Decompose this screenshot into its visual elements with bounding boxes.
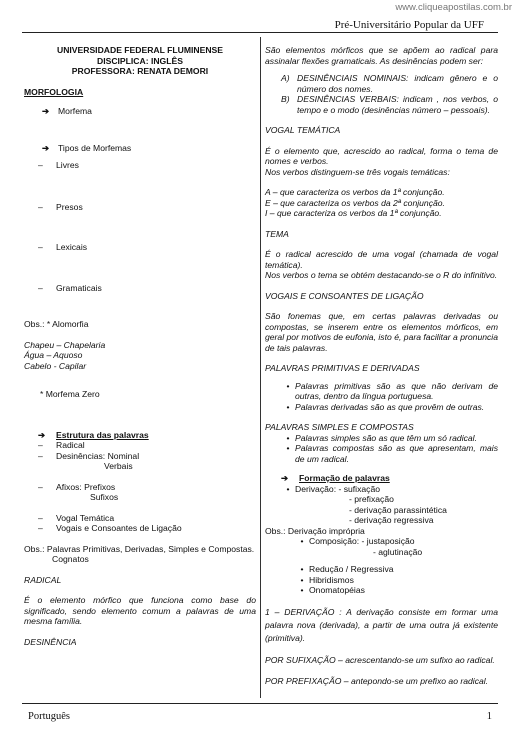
list-item-hibridismos xyxy=(265,575,498,586)
example-2: Água – Aquoso xyxy=(24,350,83,360)
list-item-a xyxy=(265,73,498,94)
list-label: B) xyxy=(281,94,290,104)
bullet-glyph: • xyxy=(300,564,304,574)
radical-text: É o elemento mórfico que funciona como base do significado, sendo elemento comum a palavras de uma mesma família. xyxy=(24,595,256,626)
footer-rule xyxy=(22,703,498,704)
bullet-glyph: • xyxy=(286,401,290,412)
header-rule xyxy=(22,32,498,33)
list-item-desinencias xyxy=(24,451,256,462)
list-item-sc-1 xyxy=(265,433,498,444)
prefixacao-definition: POR PREFIXAÇÃO – antepondo-se um prefixo ao radical. xyxy=(265,675,489,686)
obs-derivacao: Obs.: Derivação imprópria xyxy=(265,525,365,536)
derivacao-definition: 1 – DERIVAÇÃO : A derivação consiste em formar uma palavra nova (derivada), a partir de uma outra já existente (primitiva). xyxy=(265,606,498,643)
section-title-desinencia: DESINÊNCIA xyxy=(24,636,77,647)
arrow-icon: ➔ xyxy=(42,106,50,116)
conj-e: E – que caracteriza os verbos da 2ª conjunção. xyxy=(265,197,445,208)
list-item-pd-2 xyxy=(265,402,498,413)
morfema-zero: * Morfema Zero xyxy=(40,389,100,399)
item-label: Radical xyxy=(56,440,85,450)
list-item-onomatopeias xyxy=(265,585,498,596)
dash-glyph: – xyxy=(38,282,43,293)
item-label: Gramaticais xyxy=(56,282,102,293)
item-label: Desinências: Nominal xyxy=(56,450,140,461)
bullet-glyph: • xyxy=(300,536,304,546)
sufixacao-definition: POR SUFIXAÇÃO – acrescentando-se um sufixo ao radical. xyxy=(265,654,495,665)
composicao-aglutinacao: - aglutinação xyxy=(373,546,423,557)
tema-text-2: Nos verbos o tema se obtém destacando-se o R do infinitivo. xyxy=(265,270,498,280)
list-item-livres xyxy=(24,160,256,171)
arrow-icon: ➔ xyxy=(281,473,289,483)
item-label: Presos xyxy=(56,201,83,212)
section-title-sc: PALAVRAS SIMPLES E COMPOSTAS xyxy=(265,422,414,432)
obs-alomorfia: Obs.: * Alomorfia xyxy=(24,319,89,329)
column-divider xyxy=(260,37,261,698)
list-item-sc-2 xyxy=(265,443,498,464)
watermark-text: www.cliqueapostilas.com.br xyxy=(395,2,512,13)
list-text: Palavras primitivas são as que não derivam de outras, dentro da língua portuguesa. xyxy=(295,380,498,401)
list-item-presos xyxy=(24,202,256,213)
conj-i: I – que caracteriza os verbos da 1ª conjunção. xyxy=(265,208,442,218)
list-item-b xyxy=(265,94,498,115)
derivacao-regressiva: - derivação regressiva xyxy=(349,515,434,525)
institution-name: UNIVERSIDADE FEDERAL FLUMINENSE xyxy=(56,45,223,55)
list-item-pd-1 xyxy=(265,381,498,402)
item-label: Redução / Regressiva xyxy=(309,564,394,574)
discipline-line: DISCIPLICA: INGLÊS xyxy=(97,55,183,66)
tema-text: É o radical acrescido de uma vogal (chamada de vogal temática). xyxy=(265,249,498,270)
vogal-text: É o elemento que, acrescido ao radical, forma o tema de nomes e verbos. xyxy=(265,145,498,166)
list-text: Palavras derivadas são as que provêm de outras. xyxy=(295,401,485,412)
dash-glyph: – xyxy=(38,481,43,492)
list-item-afixos xyxy=(24,482,256,493)
dash-glyph: – xyxy=(38,242,43,252)
list-text: Palavras simples são as que têm um só radical. xyxy=(295,432,477,443)
bullet-glyph: • xyxy=(300,574,304,585)
item-label: Livres xyxy=(56,160,79,170)
cognatos: Cognatos xyxy=(52,554,89,564)
dash-glyph: – xyxy=(38,440,43,450)
derivacao-prefixacao: - prefixação xyxy=(349,494,394,504)
list-item-radical xyxy=(24,440,256,451)
section-title-radical: RADICAL xyxy=(24,574,62,585)
dash-glyph: – xyxy=(38,450,43,461)
list-text: DESINÊNCIAS VERBAIS: indicam , nos verbos, o tempo e o modo (desinências número – pessoais). xyxy=(297,94,498,115)
item-label: Onomatopéias xyxy=(309,585,365,595)
item-label: Vogais e Consoantes de Ligação xyxy=(56,523,182,533)
list-item-reducao xyxy=(265,564,498,575)
footer-subject: Português xyxy=(28,711,70,722)
item-label: Lexicais xyxy=(56,242,88,252)
bullet-glyph: • xyxy=(300,585,304,595)
section-title-vcl: VOGAIS E CONSOANTES DE LIGAÇÃO xyxy=(265,290,424,301)
section-title-tema: TEMA xyxy=(265,228,289,239)
list-item-formacao xyxy=(265,473,498,484)
list-item-vogais-consoantes xyxy=(24,523,256,534)
section-title-vogal: VOGAL TEMÁTICA xyxy=(265,125,341,135)
conj-a: A – que caracteriza os verbos da 1ª conjunção. xyxy=(265,187,445,197)
arrow-icon: ➔ xyxy=(42,142,50,153)
item-label: Vogal Temática xyxy=(56,512,115,523)
item-label: Morfema xyxy=(58,106,92,116)
dash-glyph: – xyxy=(38,201,43,212)
list-item-vogal-tematica xyxy=(24,513,256,524)
bullet-glyph: • xyxy=(286,432,290,443)
page-header-title: Pré-Universitário Popular da UFF xyxy=(334,19,484,31)
example-1: Chapeu – Chapelaria xyxy=(24,339,106,350)
item-label: Estrutura das palavras xyxy=(56,429,149,440)
dash-glyph: – xyxy=(38,512,43,523)
list-item-tipos xyxy=(24,143,256,154)
desinencia-intro: São elementos mórficos que se apõem ao radical para assinalar flexões gramaticais. As desinências podem ser: xyxy=(265,45,498,66)
list-item-morfema xyxy=(24,106,256,117)
item-label: Formação de palavras xyxy=(299,473,390,483)
dash-glyph: – xyxy=(38,523,43,533)
list-subitem-sufixos: Sufixos xyxy=(90,492,119,502)
vogal-text-2: Nos verbos distinguem-se três vogais temáticas: xyxy=(265,166,450,177)
right-column xyxy=(265,45,498,686)
obs-palavras: Obs.: Palavras Primitivas, Derivadas, Simples e Compostas. xyxy=(24,543,255,554)
item-label: Composição: - justaposição xyxy=(309,536,415,546)
section-title-morfologia: MORFOLOGIA xyxy=(24,86,84,97)
list-item-derivacao xyxy=(265,484,498,495)
item-label: Derivação: - sufixação xyxy=(295,483,381,494)
page-number: 1 xyxy=(486,711,492,722)
item-label: Afixos: Prefixos xyxy=(56,481,116,492)
dash-glyph: – xyxy=(38,160,43,170)
section-title-pd: PALAVRAS PRIMITIVAS E DERIVADAS xyxy=(265,363,420,373)
bullet-glyph: • xyxy=(286,380,290,391)
item-label: Tipos de Morfemas xyxy=(58,142,132,153)
list-item-gramaticais xyxy=(24,283,256,294)
list-subitem-verbais: Verbais xyxy=(104,461,133,471)
left-column xyxy=(24,45,256,647)
list-text: Palavras compostas são as que apresentam, mais de um radical. xyxy=(295,443,498,464)
list-label: A) xyxy=(281,73,290,83)
teacher-line: PROFESSORA: RENATA DEMORI xyxy=(71,66,209,76)
list-item-composicao xyxy=(265,536,498,547)
list-item-lexicais xyxy=(24,242,256,253)
list-item-estrutura xyxy=(24,430,256,441)
bullet-glyph: • xyxy=(286,483,290,494)
bullet-glyph: • xyxy=(286,443,290,453)
list-text: DESINÊNCIAIS NOMINAIS: indicam gênero e o número dos nomes. xyxy=(297,73,498,94)
example-3: Cabelo - Capilar xyxy=(24,360,87,371)
derivacao-parassintetica: - derivação parassintética xyxy=(349,504,447,515)
vcl-text: São fonemas que, em certas palavras derivadas ou compostas, se inserem entre os elementos mórficos, em geral por motivos de eufonia, isto é, para facilitar a pronuncia de tais palavras. xyxy=(265,311,498,353)
arrow-icon: ➔ xyxy=(38,429,46,440)
item-label: Hibridismos xyxy=(309,574,354,585)
